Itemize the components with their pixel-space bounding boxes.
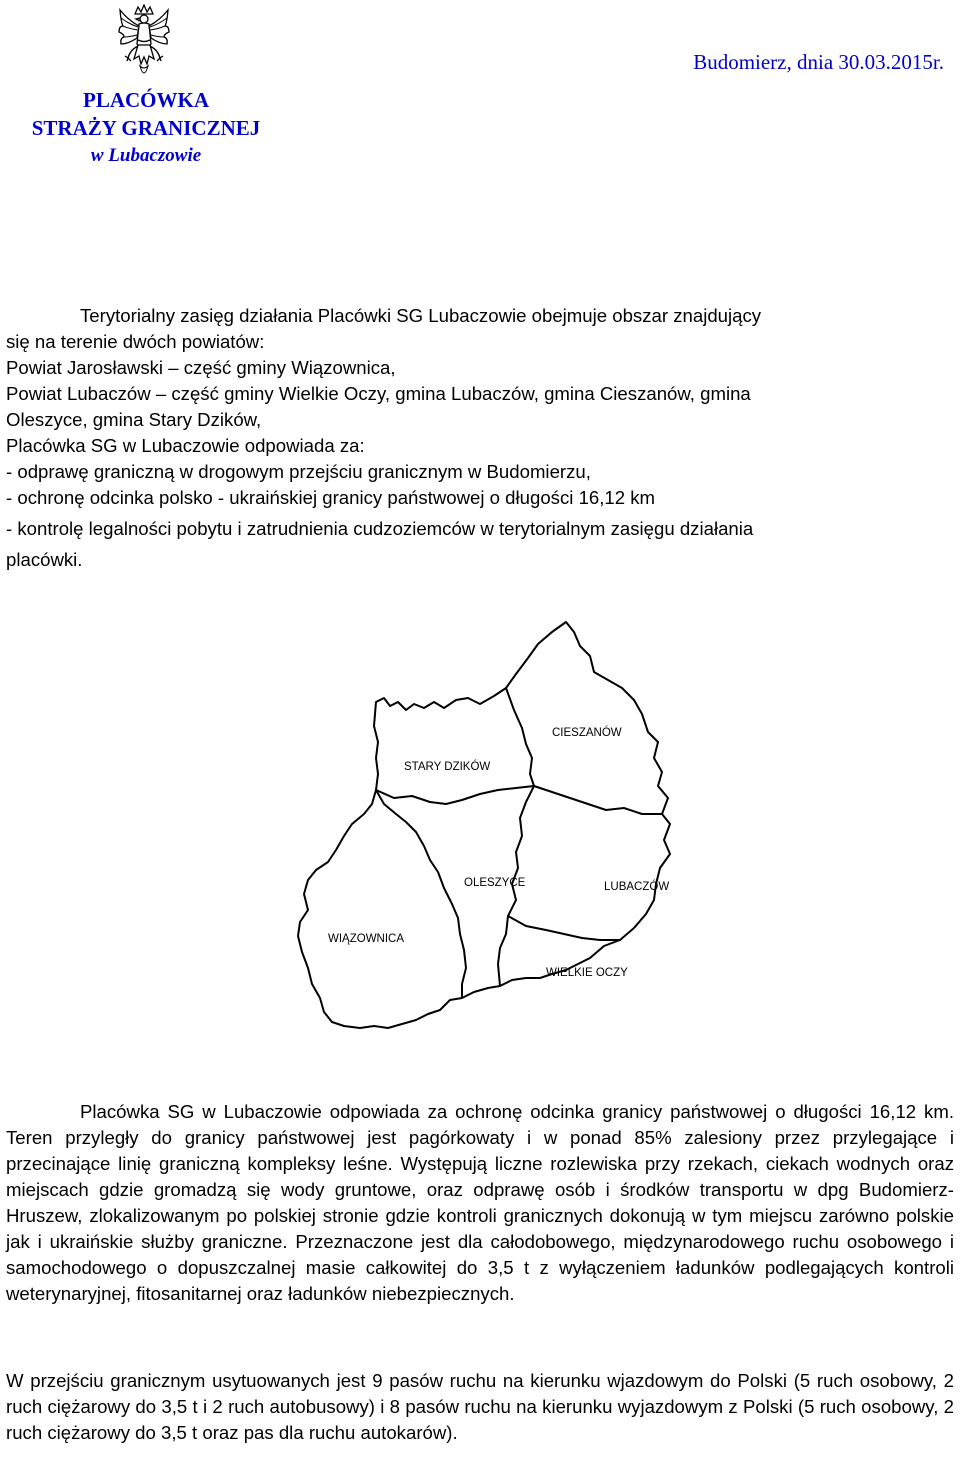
map-border-cieszanow-lubaczow xyxy=(534,786,662,814)
map-border-wiazownica-oleszyce xyxy=(376,790,466,998)
area-map xyxy=(294,618,674,1034)
map-border-stary-dzikow-oleszyce xyxy=(376,786,534,804)
intro-line: - ochronę odcinka polsko - ukraińskiej granicy państwowej o długości 16,12 km xyxy=(6,487,656,508)
institution-name xyxy=(14,86,278,170)
intro-text xyxy=(6,303,952,573)
intro-line: Powiat Jarosławski – część gminy Wiązownica, xyxy=(6,357,396,378)
map-label-lubaczow: LUBACZÓW xyxy=(604,881,670,893)
map-label-wiazownica: WIĄZOWNICA xyxy=(328,933,405,945)
map-label-cieszanow: CIESZANÓW xyxy=(552,727,622,739)
institution-line-1: PLACÓWKA xyxy=(83,88,209,112)
map-label-stary-dzikow: STARY DZIKÓW xyxy=(404,761,491,773)
white-eagle-emblem-icon xyxy=(118,4,170,84)
intro-line: - odprawę graniczną w drogowym przejściu granicznym w Budomierzu, xyxy=(6,461,591,482)
date-place: Budomierz, dnia 30.03.2015r. xyxy=(693,50,944,74)
institution-line-2: STRAŻY GRANICZNEJ xyxy=(31,116,261,140)
intro-line: Terytorialny zasięg działania Placówki SG Lubaczowie obejmuje obszar znajdujący xyxy=(80,305,762,326)
intro-line: Oleszyce, gmina Stary Dzików, xyxy=(6,409,262,430)
intro-line: się na terenie dwóch powiatów: xyxy=(6,331,265,352)
intro-line: placówki. xyxy=(6,549,83,570)
body-paragraph-2: W przejściu granicznym usytuowanych jest 9 pasów ruchu na kierunku wjazdowym do Polski (5 ruch osobowy, 2 ruch ciężarowy do 3,5 t i 2 ruch autobusowy) i 8 pasów ruchu na kierunku wyjazdowym z Polski (5 ruch osobowy, 2 ruch ciężarowy do 3,5 t oraz pas dla ruchu autokarów). xyxy=(6,1370,954,1443)
body-paragraph-1: Placówka SG w Lubaczowie odpowiada za ochronę odcinka granicy państwowej o długości 16,12 km. Teren przyległy do granicy państwowej jest pagórkowaty i w ponad 85% zalesiony przez przylegające i przecinające linię graniczną kompleksy leśne. Występują liczne rozlewiska przy rzekach, ciekach wodnych oraz miejscach gdzie gromadzą się wody gruntowe, oraz odprawę osób i środków transportu w dpg Budomierz-Hruszew, zlokalizowanym po polskiej stronie gdzie kontroli granicznych dokonują w tym miejscu zarówno polskie jak i ukraińskie służby graniczne. Przeznaczone jest dla całodobowego, międzynarodowego ruchu osobowego i samochodowego o dopuszczalnej masie całkowitej do 3,5 t z wyłączeniem ładunków podlegających kontroli weterynaryjnej, fitosanitarnej oraz ładunków niebezpiecznych. xyxy=(6,1101,954,1304)
intro-line: Placówka SG w Lubaczowie odpowiada za: xyxy=(6,435,365,456)
map-border-stary-dzikow-cieszanow xyxy=(506,688,534,786)
intro-line: - kontrolę legalności pobytu i zatrudnienia cudzoziemców w terytorialnym zasięgu działania xyxy=(6,518,754,539)
map-border-lubaczow-wielkie-oczy xyxy=(508,916,620,940)
map-label-wielkie-oczy: WIELKIE OCZY xyxy=(546,967,628,979)
institution-line-3: w Lubaczowie xyxy=(90,145,202,166)
map-label-oleszyce: OLESZYCE xyxy=(464,877,526,889)
intro-line: Powiat Lubaczów – część gminy Wielkie Oczy, gmina Lubaczów, gmina Cieszanów, gmina xyxy=(6,383,751,404)
